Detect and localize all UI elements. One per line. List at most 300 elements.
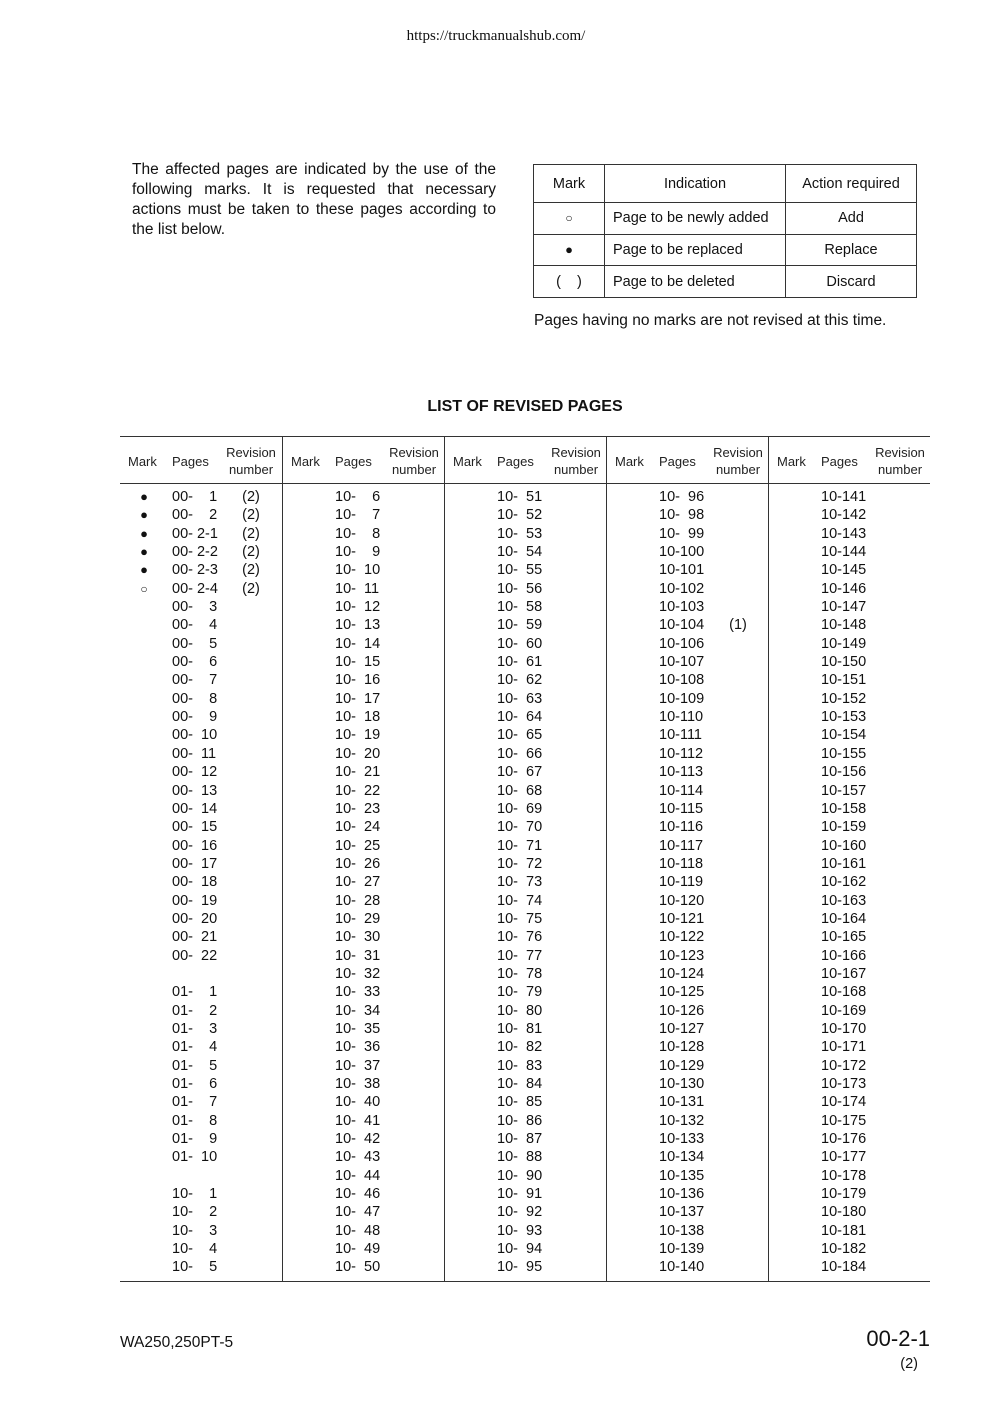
table-row bbox=[445, 525, 606, 543]
table-row bbox=[120, 506, 282, 524]
page-id: 10-123 bbox=[659, 947, 705, 964]
table-row bbox=[607, 800, 768, 818]
filled-circle-mark: ● bbox=[140, 507, 148, 523]
page-id: 10- 21 bbox=[335, 764, 381, 781]
table-row bbox=[769, 726, 930, 744]
table-row bbox=[120, 598, 282, 616]
table-row bbox=[120, 837, 282, 855]
header-revision-line1: Revision bbox=[389, 445, 439, 460]
table-row bbox=[769, 1203, 930, 1221]
page-id: 10-146 bbox=[821, 580, 867, 597]
table-row bbox=[283, 708, 444, 726]
table-row bbox=[769, 635, 930, 653]
page-id: 10-179 bbox=[821, 1186, 867, 1203]
table-row bbox=[445, 1258, 606, 1276]
page-id: 10- 13 bbox=[335, 617, 381, 634]
table-row bbox=[607, 910, 768, 928]
page-id: 10-125 bbox=[659, 984, 705, 1001]
open-circle-mark: ○ bbox=[140, 581, 148, 596]
page-id: 10- 33 bbox=[335, 984, 381, 1001]
table-row bbox=[607, 745, 768, 763]
table-row bbox=[120, 1258, 282, 1276]
page-id: 10- 6 bbox=[335, 489, 381, 505]
legend-row-discard bbox=[534, 266, 917, 298]
page-id: 10-102 bbox=[659, 580, 705, 597]
table-row bbox=[445, 708, 606, 726]
page-id: 10-182 bbox=[821, 1241, 867, 1258]
table-row bbox=[769, 1167, 930, 1185]
page-id: 10-134 bbox=[659, 1149, 705, 1166]
table-row bbox=[445, 543, 606, 561]
page-id: 10- 3 bbox=[172, 1222, 218, 1239]
table-row bbox=[283, 855, 444, 873]
table-row bbox=[120, 580, 282, 598]
page-id: 10- 69 bbox=[497, 800, 543, 817]
page-id: 00- 17 bbox=[172, 855, 218, 872]
page-id: 10- 62 bbox=[497, 672, 543, 689]
table-row bbox=[607, 635, 768, 653]
table-row bbox=[769, 947, 930, 965]
table-row bbox=[120, 635, 282, 653]
page-id: 10- 42 bbox=[335, 1131, 381, 1148]
table-row bbox=[283, 1075, 444, 1093]
page-id: 10-117 bbox=[659, 837, 704, 854]
page-id: 10- 64 bbox=[497, 709, 543, 726]
page-id: 10- 77 bbox=[497, 947, 543, 964]
table-row bbox=[120, 1020, 282, 1038]
page-id: 10-152 bbox=[821, 690, 867, 707]
page-id: 10-143 bbox=[821, 525, 867, 542]
table-row bbox=[283, 1057, 444, 1075]
header-revision-line2: number bbox=[553, 462, 599, 477]
page-id: 10- 15 bbox=[335, 654, 381, 671]
page-id: 10-162 bbox=[821, 874, 867, 891]
table-row bbox=[120, 855, 282, 873]
table-row bbox=[769, 561, 930, 579]
page-id: 10-170 bbox=[821, 1020, 867, 1037]
header-mark: Mark bbox=[128, 454, 157, 469]
page-id: 00- 2-4 bbox=[172, 580, 218, 597]
page-id: 10- 30 bbox=[335, 929, 381, 946]
table-row bbox=[283, 800, 444, 818]
table-row bbox=[120, 1093, 282, 1111]
page-id: 01- 2 bbox=[172, 1002, 218, 1019]
parentheses-mark: ( ) bbox=[534, 266, 605, 298]
page-id: 10- 24 bbox=[335, 819, 381, 836]
page-id: 10-142 bbox=[821, 507, 867, 524]
table-row bbox=[283, 653, 444, 671]
page-id: 00- 21 bbox=[172, 929, 218, 946]
table-row bbox=[120, 1038, 282, 1056]
page-id: 10- 84 bbox=[497, 1076, 543, 1092]
revision-number: (1) bbox=[729, 617, 747, 634]
table-row bbox=[607, 928, 768, 946]
page-id: 01- 4 bbox=[172, 1039, 218, 1056]
page-id: 10- 19 bbox=[335, 727, 381, 744]
page-id: 10-161 bbox=[821, 855, 867, 872]
table-row bbox=[769, 543, 930, 561]
page-id: 10-127 bbox=[659, 1020, 705, 1037]
filled-circle-mark: ● bbox=[140, 544, 148, 560]
header-revision bbox=[713, 444, 763, 478]
page-id: 00- 13 bbox=[172, 782, 218, 799]
legend-indication: Page to be newly added bbox=[605, 203, 786, 235]
table-row bbox=[445, 983, 606, 1001]
table-row bbox=[445, 800, 606, 818]
table-row bbox=[120, 543, 282, 561]
table-row bbox=[283, 928, 444, 946]
table-row bbox=[283, 1203, 444, 1221]
table-row bbox=[445, 837, 606, 855]
page-id: 10- 47 bbox=[335, 1204, 381, 1221]
page-id: 10- 56 bbox=[497, 580, 543, 597]
table-row bbox=[283, 635, 444, 653]
column-rows bbox=[283, 488, 444, 1277]
page-id: 10- 36 bbox=[335, 1039, 381, 1056]
page-id: 10- 48 bbox=[335, 1222, 381, 1239]
table-row bbox=[607, 616, 768, 634]
table-row bbox=[607, 818, 768, 836]
table-row bbox=[445, 1020, 606, 1038]
table-row bbox=[283, 580, 444, 598]
page-id: 00- 2-3 bbox=[172, 562, 218, 579]
table-row bbox=[769, 598, 930, 616]
table-row bbox=[769, 873, 930, 891]
legend-row-add bbox=[534, 203, 917, 235]
page-id: 10- 14 bbox=[335, 635, 381, 652]
table-row bbox=[769, 653, 930, 671]
revision-number: (2) bbox=[242, 580, 260, 597]
page-id: 10-108 bbox=[659, 672, 705, 689]
page-id: 10- 12 bbox=[335, 599, 381, 616]
table-row bbox=[607, 1093, 768, 1111]
page-revision: (2) bbox=[900, 1356, 918, 1372]
table-row bbox=[283, 525, 444, 543]
column-header bbox=[607, 437, 768, 484]
table-row bbox=[283, 983, 444, 1001]
table-row bbox=[120, 1167, 282, 1185]
page-id: 10- 53 bbox=[497, 525, 543, 542]
page-id: 00- 10 bbox=[172, 727, 218, 744]
table-row bbox=[769, 580, 930, 598]
source-url[interactable]: https://truckmanualshub.com/ bbox=[406, 28, 586, 44]
page-id: 10- 71 bbox=[497, 837, 543, 854]
table-row bbox=[445, 947, 606, 965]
page-id: 10-154 bbox=[821, 727, 867, 744]
column-header bbox=[769, 437, 930, 484]
page-id: 10- 63 bbox=[497, 690, 543, 707]
table-row bbox=[445, 745, 606, 763]
page-id: 10-177 bbox=[821, 1149, 867, 1166]
page-id: 10-171 bbox=[821, 1039, 867, 1056]
page-id: 10- 87 bbox=[497, 1131, 543, 1148]
list-title: LIST OF REVISED PAGES bbox=[427, 398, 623, 415]
page-id: 10- 96 bbox=[659, 489, 705, 505]
page-id: 10-100 bbox=[659, 544, 705, 561]
table-row bbox=[445, 1130, 606, 1148]
table-row bbox=[283, 965, 444, 983]
table-row bbox=[769, 1002, 930, 1020]
table-row bbox=[283, 726, 444, 744]
page-id: 10-178 bbox=[821, 1167, 867, 1184]
header-mark: Mark bbox=[453, 454, 482, 469]
column-rows bbox=[445, 488, 606, 1277]
page-id: 01- 8 bbox=[172, 1112, 218, 1129]
table-row bbox=[607, 1222, 768, 1240]
table-row bbox=[769, 506, 930, 524]
header-pages: Pages bbox=[335, 454, 372, 469]
table-row bbox=[769, 1093, 930, 1111]
page-id: 10- 80 bbox=[497, 1002, 543, 1019]
page-id: 10- 50 bbox=[335, 1259, 381, 1276]
legend-header-row bbox=[534, 165, 917, 203]
page-id: 10- 83 bbox=[497, 1057, 543, 1074]
page-column bbox=[444, 437, 606, 1281]
page-id: 10- 70 bbox=[497, 819, 543, 836]
table-row bbox=[283, 873, 444, 891]
table-row bbox=[607, 1185, 768, 1203]
table-row bbox=[769, 983, 930, 1001]
table-row bbox=[283, 947, 444, 965]
page-id: 10- 68 bbox=[497, 782, 543, 799]
table-row bbox=[283, 1038, 444, 1056]
table-row bbox=[769, 1057, 930, 1075]
table-row bbox=[445, 653, 606, 671]
page-id: 10-135 bbox=[659, 1167, 705, 1184]
page-id: 10- 66 bbox=[497, 745, 543, 762]
page-id: 00- 9 bbox=[172, 709, 218, 726]
table-row bbox=[607, 525, 768, 543]
header-pages: Pages bbox=[821, 454, 858, 469]
table-row bbox=[607, 1130, 768, 1148]
table-row bbox=[445, 580, 606, 598]
page-id: 10-184 bbox=[821, 1259, 867, 1276]
table-row bbox=[445, 910, 606, 928]
page-id: 10- 43 bbox=[335, 1149, 381, 1166]
table-row bbox=[607, 782, 768, 800]
page-id: 10-168 bbox=[821, 984, 867, 1001]
page-id: 10- 5 bbox=[172, 1259, 218, 1276]
table-row bbox=[769, 690, 930, 708]
page-id: 00- 2-2 bbox=[172, 544, 218, 561]
legend-action: Replace bbox=[786, 234, 917, 266]
page-id: 10- 76 bbox=[497, 929, 543, 946]
page-id: 10- 46 bbox=[335, 1186, 381, 1203]
page-id: 01- 7 bbox=[172, 1094, 218, 1111]
page-number: 00-2-1 bbox=[866, 1326, 930, 1351]
header-revision bbox=[875, 444, 925, 478]
page-id: 00- 4 bbox=[172, 617, 218, 634]
model-name: WA250,250PT-5 bbox=[120, 1334, 234, 1351]
page-id: 10- 4 bbox=[172, 1241, 218, 1258]
page-id: 00- 12 bbox=[172, 764, 218, 781]
column-header bbox=[283, 437, 444, 484]
page-id: 10- 72 bbox=[497, 855, 543, 872]
table-row bbox=[120, 616, 282, 634]
page-id: 10- 31 bbox=[335, 947, 381, 964]
page-id: 10-111 bbox=[659, 727, 702, 744]
table-row bbox=[445, 726, 606, 744]
page-id: 10-114 bbox=[659, 782, 704, 799]
table-row bbox=[445, 1148, 606, 1166]
table-row bbox=[769, 1185, 930, 1203]
table-row bbox=[607, 1038, 768, 1056]
table-row bbox=[283, 616, 444, 634]
page-id: 10- 18 bbox=[335, 709, 381, 726]
column-rows bbox=[120, 488, 282, 1277]
page-id: 10- 60 bbox=[497, 635, 543, 652]
page-id: 10- 90 bbox=[497, 1167, 543, 1184]
table-row bbox=[120, 690, 282, 708]
page-id: 10- 29 bbox=[335, 910, 381, 927]
page-id: 10- 38 bbox=[335, 1076, 381, 1092]
page-id: 01- 6 bbox=[172, 1076, 218, 1092]
page-id: 10-101 bbox=[659, 562, 705, 579]
table-row bbox=[769, 818, 930, 836]
table-row bbox=[769, 1148, 930, 1166]
page-id: 10-157 bbox=[821, 782, 867, 799]
table-row bbox=[283, 910, 444, 928]
page-id: 10- 54 bbox=[497, 544, 543, 561]
filled-circle-mark: ● bbox=[140, 525, 148, 541]
table-row bbox=[607, 580, 768, 598]
page-id: 10-141 bbox=[821, 489, 867, 505]
page-id: 10-159 bbox=[821, 819, 867, 836]
page-id: 10- 16 bbox=[335, 672, 381, 689]
page-id: 10- 52 bbox=[497, 507, 543, 524]
page-id: 01- 3 bbox=[172, 1020, 218, 1037]
page-id: 10-147 bbox=[821, 599, 867, 616]
table-row bbox=[283, 1093, 444, 1111]
header-revision-line2: number bbox=[715, 462, 761, 477]
table-row bbox=[120, 1148, 282, 1166]
table-row bbox=[607, 488, 768, 506]
page-id: 10- 81 bbox=[497, 1020, 543, 1037]
page-id: 10- 27 bbox=[335, 874, 381, 891]
page-id: 10-148 bbox=[821, 617, 867, 634]
table-row bbox=[769, 782, 930, 800]
legend-header-indication: Indication bbox=[605, 165, 786, 203]
table-row bbox=[283, 1240, 444, 1258]
table-row bbox=[120, 1130, 282, 1148]
table-row bbox=[120, 873, 282, 891]
table-row bbox=[445, 671, 606, 689]
page-id: 10-136 bbox=[659, 1186, 705, 1203]
table-row bbox=[120, 892, 282, 910]
table-row bbox=[283, 1185, 444, 1203]
table-row bbox=[120, 1185, 282, 1203]
page-id: 10-128 bbox=[659, 1039, 705, 1056]
page-id: 00- 18 bbox=[172, 874, 218, 891]
page-id: 10- 41 bbox=[335, 1112, 381, 1129]
header-revision-line1: Revision bbox=[875, 445, 925, 460]
page-id: 10- 32 bbox=[335, 965, 381, 982]
page-id: 10-150 bbox=[821, 654, 867, 671]
page-id: 10-175 bbox=[821, 1112, 867, 1129]
table-row bbox=[607, 1075, 768, 1093]
legend-action: Discard bbox=[786, 266, 917, 298]
page-id: 10-153 bbox=[821, 709, 867, 726]
table-row bbox=[607, 671, 768, 689]
revision-number: (2) bbox=[242, 525, 260, 542]
page-id: 00- 5 bbox=[172, 635, 218, 652]
header-revision bbox=[226, 444, 276, 478]
table-row bbox=[607, 873, 768, 891]
page-id: 10-107 bbox=[659, 654, 705, 671]
table-row bbox=[120, 983, 282, 1001]
legend-row-replace bbox=[534, 234, 917, 266]
header-revision-line2: number bbox=[391, 462, 437, 477]
table-row bbox=[769, 965, 930, 983]
page-id: 10- 20 bbox=[335, 745, 381, 762]
intro-paragraph: The affected pages are indicated by the use of the following marks. It is requested that necessary actions must be taken to these pages according to the list below. bbox=[132, 161, 496, 238]
page-id: 00- 1 bbox=[172, 489, 218, 505]
table-row bbox=[769, 1038, 930, 1056]
column-header bbox=[120, 437, 282, 484]
table-row bbox=[120, 1075, 282, 1093]
table-row bbox=[120, 1002, 282, 1020]
table-row bbox=[769, 1112, 930, 1130]
table-row bbox=[120, 1222, 282, 1240]
page-id: 10- 75 bbox=[497, 910, 543, 927]
filled-circle-mark: ● bbox=[140, 489, 148, 504]
page-id: 00- 22 bbox=[172, 947, 218, 964]
table-row bbox=[120, 947, 282, 965]
table-row bbox=[283, 561, 444, 579]
filled-circle-mark: ● bbox=[140, 562, 148, 578]
page-id: 10- 34 bbox=[335, 1002, 381, 1019]
page-id: 10-166 bbox=[821, 947, 867, 964]
table-row bbox=[445, 1038, 606, 1056]
table-row bbox=[607, 855, 768, 873]
table-row bbox=[607, 1112, 768, 1130]
table-row bbox=[445, 1093, 606, 1111]
table-row bbox=[607, 1057, 768, 1075]
table-row bbox=[607, 947, 768, 965]
page-column bbox=[606, 437, 768, 1281]
page-id: 10-156 bbox=[821, 764, 867, 781]
table-row bbox=[607, 763, 768, 781]
table-row bbox=[445, 1167, 606, 1185]
page-id: 10- 92 bbox=[497, 1204, 543, 1221]
page-id: 10-164 bbox=[821, 910, 867, 927]
table-row bbox=[445, 965, 606, 983]
table-row bbox=[769, 1075, 930, 1093]
table-row bbox=[445, 928, 606, 946]
page-id: 10- 25 bbox=[335, 837, 381, 854]
table-row bbox=[769, 745, 930, 763]
page-id: 01- 10 bbox=[172, 1149, 218, 1166]
table-row bbox=[445, 1002, 606, 1020]
page-id: 10- 85 bbox=[497, 1094, 543, 1111]
header-mark: Mark bbox=[777, 454, 806, 469]
column-header bbox=[445, 437, 606, 484]
table-row bbox=[283, 1130, 444, 1148]
page-id: 10-130 bbox=[659, 1076, 705, 1092]
page-id: 10- 88 bbox=[497, 1149, 543, 1166]
table-row bbox=[120, 1203, 282, 1221]
page-id: 10-115 bbox=[659, 800, 704, 817]
page-id: 10-129 bbox=[659, 1057, 705, 1074]
page-id: 10-139 bbox=[659, 1241, 705, 1258]
header-revision-line1: Revision bbox=[226, 445, 276, 460]
page-id: 10- 9 bbox=[335, 544, 381, 561]
table-row bbox=[120, 910, 282, 928]
header-mark: Mark bbox=[291, 454, 320, 469]
table-row bbox=[607, 837, 768, 855]
table-row bbox=[769, 671, 930, 689]
table-row bbox=[607, 1020, 768, 1038]
